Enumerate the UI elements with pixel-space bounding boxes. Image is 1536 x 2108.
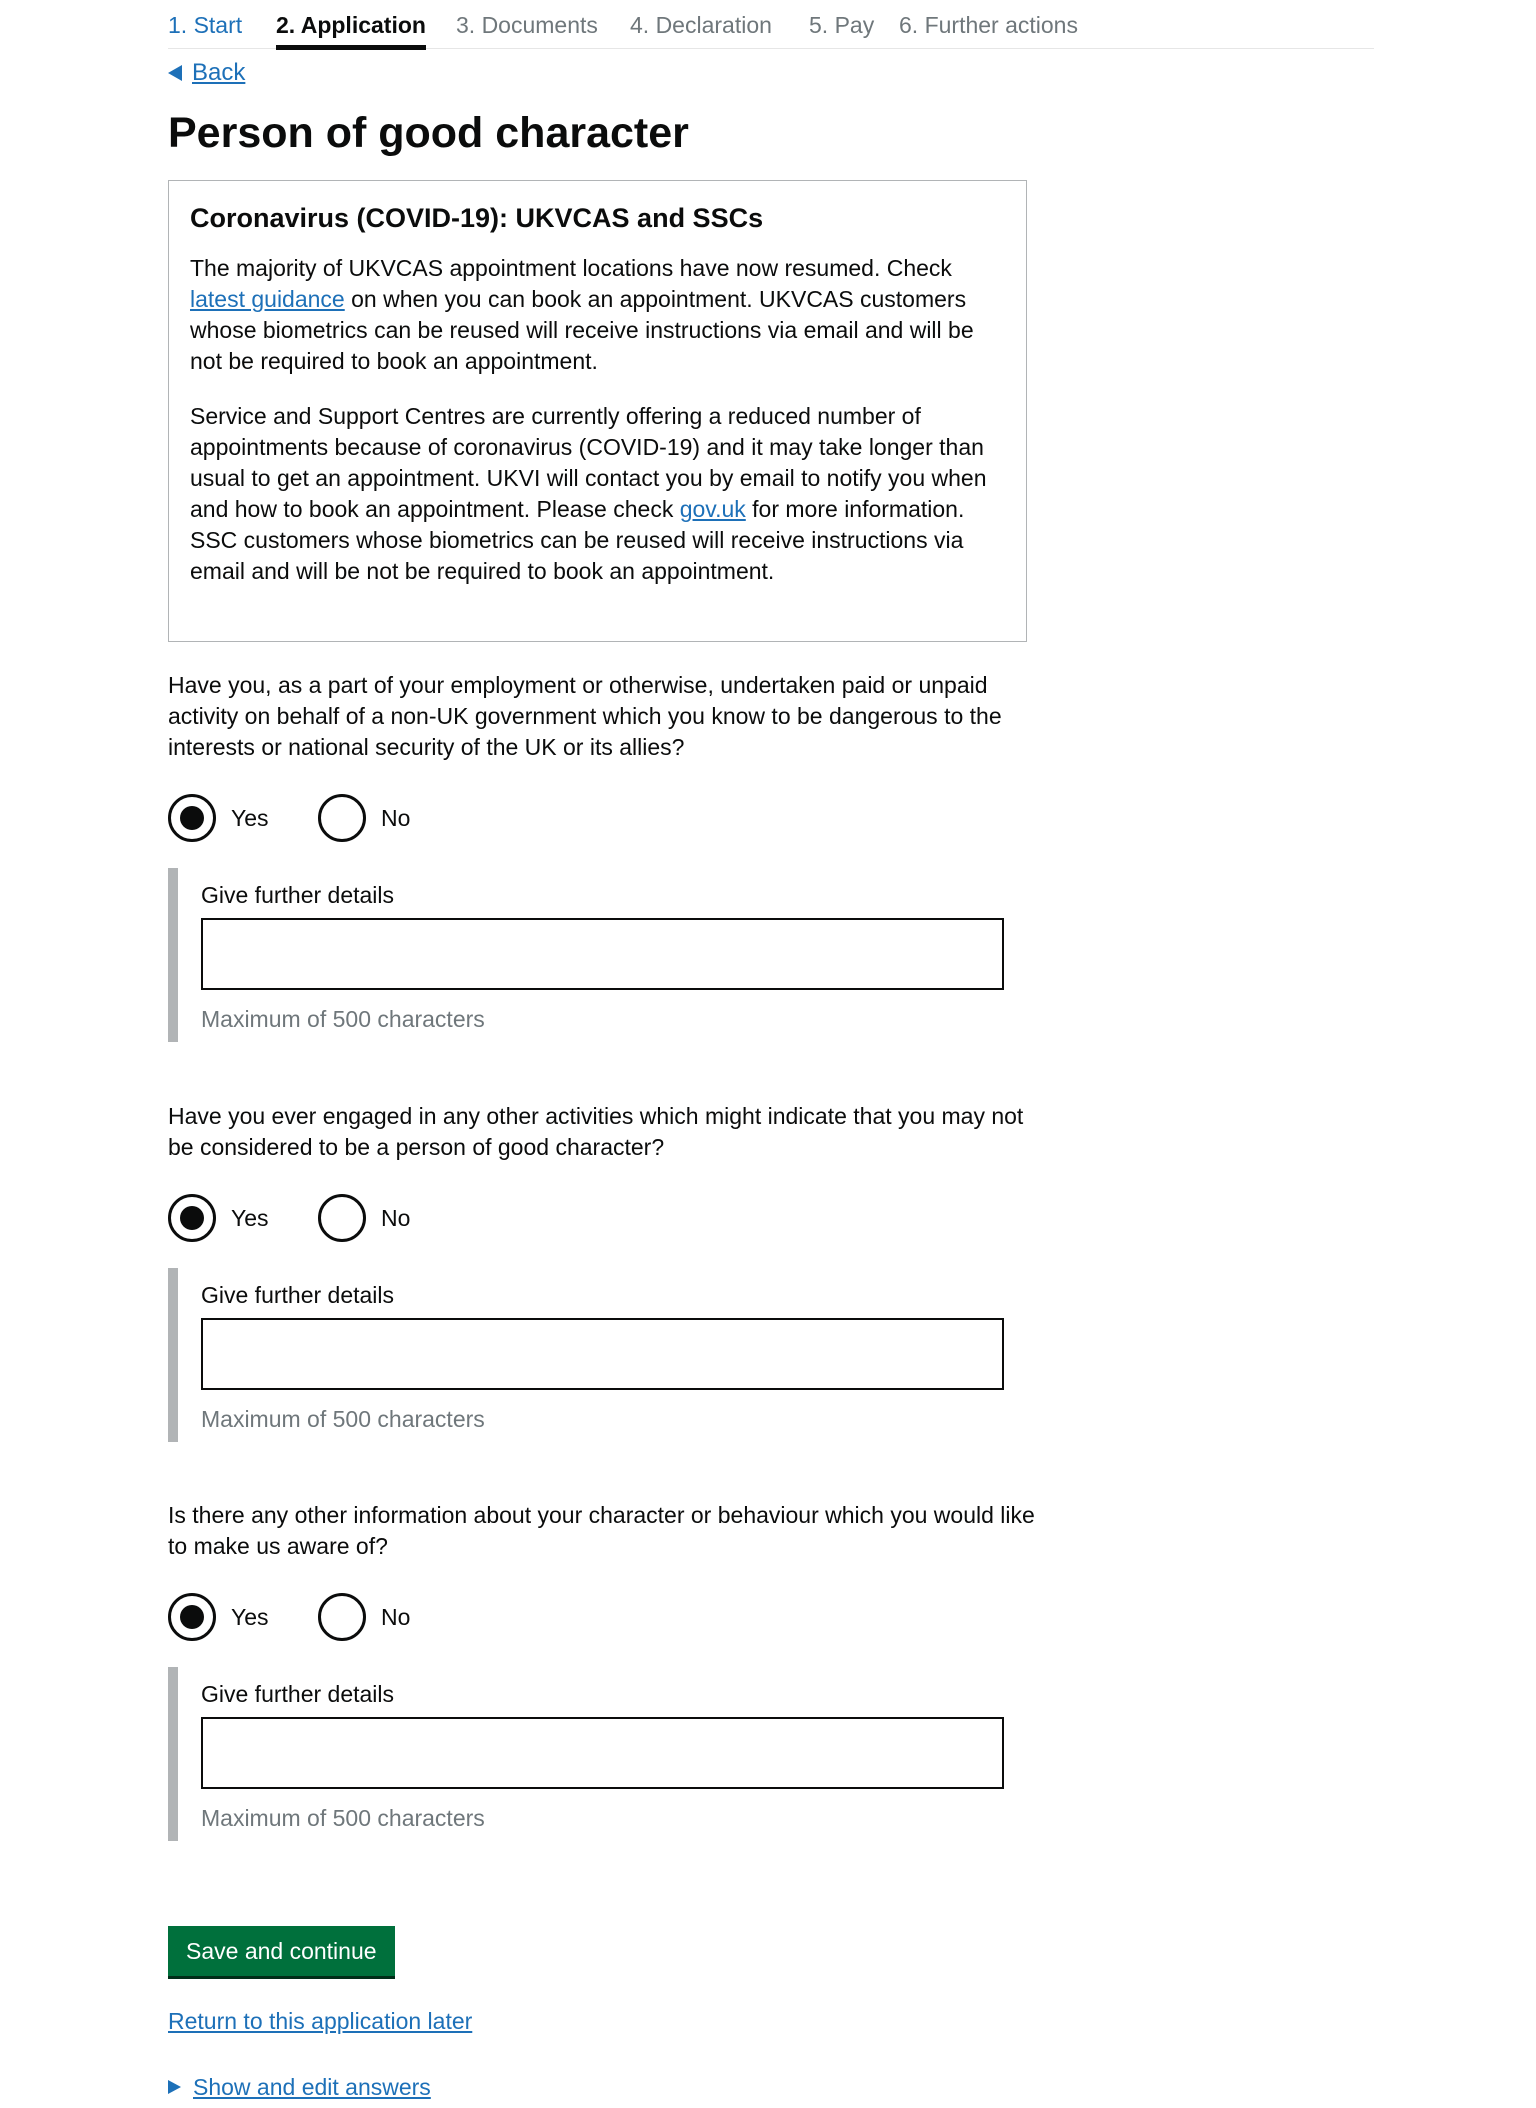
back-link-label: Back bbox=[192, 59, 246, 86]
show-edit-answers-toggle[interactable] bbox=[168, 2072, 431, 2102]
question-2-hint: Maximum of 500 characters bbox=[201, 1406, 485, 1432]
question-1-text: Have you, as a part of your employment or otherwise, undertaken paid or unpaid activity on behalf of a non-UK government which you know to be dangerous to the interests or national security of the UK or its allies? bbox=[168, 672, 1002, 760]
step-declaration: 4. Declaration bbox=[630, 12, 772, 38]
question-2-yes-label[interactable]: Yes bbox=[231, 1205, 269, 1231]
question-1-no-label[interactable]: No bbox=[381, 805, 411, 831]
page-title: Person of good character bbox=[168, 109, 689, 157]
triangle-right-icon bbox=[168, 2080, 181, 2094]
question-3-yes-label[interactable]: Yes bbox=[231, 1604, 269, 1630]
question-2-yes-radio[interactable] bbox=[168, 1194, 269, 1242]
step-pay: 5. Pay bbox=[809, 12, 875, 38]
question-3 bbox=[168, 1500, 1068, 1841]
question-2-details-label: Give further details bbox=[201, 1282, 395, 1308]
question-1-conditional bbox=[168, 868, 1068, 1042]
question-1-hint: Maximum of 500 characters bbox=[201, 1006, 485, 1032]
notice-paragraph-2 bbox=[190, 401, 1006, 587]
question-3-radios bbox=[168, 1593, 1068, 1641]
notice-p2-text-before: Service and Support Centres are currently offering a reduced number of appointments because of coronavirus (COVID-19) and it may take longer than usual to get an appointment. UKVI will contact you by email to notify you when and how to book an appointment. Please check bbox=[190, 403, 987, 522]
radio-unchecked-icon[interactable] bbox=[318, 794, 366, 842]
question-1 bbox=[168, 670, 1068, 1042]
main-container bbox=[168, 0, 1374, 2100]
question-1-no-radio[interactable] bbox=[318, 794, 410, 842]
triangle-left-icon bbox=[168, 65, 182, 81]
question-3-hint: Maximum of 500 characters bbox=[201, 1805, 485, 1831]
question-3-no-radio[interactable] bbox=[318, 1593, 410, 1641]
question-1-details-textarea[interactable] bbox=[201, 918, 1004, 990]
notice-p2-text-after: for more information. SSC customers whose biometrics can be reused will receive instructions via email and will be not be required to book an appointment. bbox=[190, 496, 965, 584]
return-later-link[interactable]: Return to this application later bbox=[168, 2008, 473, 2034]
question-1-yes-label[interactable]: Yes bbox=[231, 805, 269, 831]
step-documents: 3. Documents bbox=[456, 12, 598, 38]
radio-checked-icon[interactable] bbox=[168, 1593, 216, 1641]
covid-notice-panel bbox=[168, 180, 1027, 642]
question-2-radios bbox=[168, 1194, 1068, 1242]
radio-unchecked-icon[interactable] bbox=[318, 1194, 366, 1242]
question-1-radios bbox=[168, 794, 1068, 842]
notice-p1-text-after: on when you can book an appointment. UKVCAS customers whose biometrics can be reused will receive instructions via email and will be not be required to book an appointment. bbox=[190, 286, 974, 374]
question-1-details-label: Give further details bbox=[201, 882, 395, 908]
question-3-yes-radio[interactable] bbox=[168, 1593, 269, 1641]
notice-title: Coronavirus (COVID-19): UKVCAS and SSCs bbox=[190, 203, 764, 233]
question-3-details-label: Give further details bbox=[201, 1681, 395, 1707]
radio-checked-icon[interactable] bbox=[168, 794, 216, 842]
question-2-no-label[interactable]: No bbox=[381, 1205, 411, 1231]
latest-guidance-link[interactable]: latest guidance bbox=[190, 286, 345, 312]
show-edit-answers-label[interactable]: Show and edit answers bbox=[193, 2074, 431, 2100]
question-2-conditional bbox=[168, 1268, 1068, 1442]
step-start[interactable]: 1. Start bbox=[168, 12, 243, 38]
notice-p1-text-before: The majority of UKVCAS appointment locations have now resumed. Check bbox=[190, 255, 952, 281]
step-navigation bbox=[168, 0, 1374, 49]
question-1-yes-radio[interactable] bbox=[168, 794, 269, 842]
step-application: 2. Application bbox=[276, 12, 426, 38]
question-2 bbox=[168, 1101, 1068, 1442]
question-3-text: Is there any other information about your character or behaviour which you would like to make us aware of? bbox=[168, 1502, 1035, 1559]
radio-unchecked-icon[interactable] bbox=[318, 1593, 366, 1641]
question-2-no-radio[interactable] bbox=[318, 1194, 410, 1242]
question-3-no-label[interactable]: No bbox=[381, 1604, 411, 1630]
question-3-details-textarea[interactable] bbox=[201, 1717, 1004, 1789]
question-3-conditional bbox=[168, 1667, 1068, 1841]
back-link[interactable] bbox=[168, 58, 245, 88]
question-2-details-textarea[interactable] bbox=[201, 1318, 1004, 1390]
save-and-continue-button[interactable]: Save and continue bbox=[168, 1926, 395, 1976]
notice-paragraph-1 bbox=[190, 253, 1006, 377]
gov-uk-link[interactable]: gov.uk bbox=[679, 496, 746, 522]
step-further-actions: 6. Further actions bbox=[899, 12, 1078, 38]
question-2-text: Have you ever engaged in any other activities which might indicate that you may not be considered to be a person of good character? bbox=[168, 1103, 1024, 1160]
radio-checked-icon[interactable] bbox=[168, 1194, 216, 1242]
